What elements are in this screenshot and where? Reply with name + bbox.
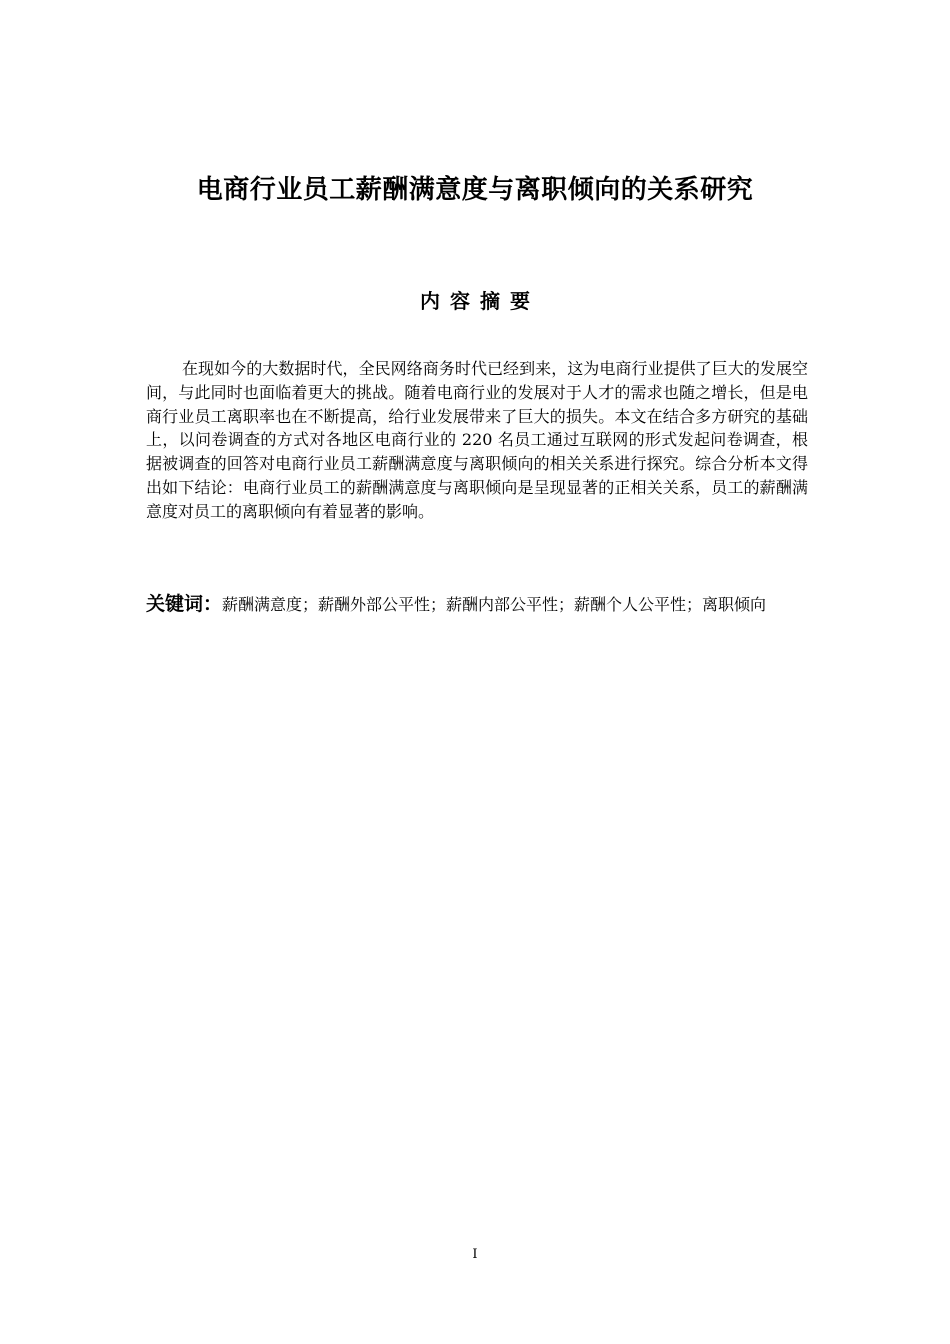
- keywords-line: [146, 592, 808, 617]
- keywords-text: 薪酬满意度；薪酬外部公平性；薪酬内部公平性；薪酬个人公平性；离职倾向: [222, 595, 767, 614]
- paper-title: 电商行业员工薪酬满意度与离职倾向的关系研究: [196, 175, 754, 205]
- abstract-heading-char: 容: [450, 289, 470, 313]
- abstract-paragraph: 在现如今的大数据时代，全民网络商务时代已经到来，这为电商行业提供了巨大的发展空间，与此同时也面临着更大的挑战。随着电商行业的发展对于人才的需求也随之增长，但是电商行业员工离职率也在不断提高，给行业发展带来了巨大的损失。本文在结合多方研究的基础上，以问卷调查的方式对各地区电商行业的 220 名员工通过互联网的形式发起问卷调查，根据被调查的回答对电商行业员工薪酬满意度与离职倾向的相关关系进行探究。综合分析本文得出如下结论：电商行业员工的薪酬满意度与离职倾向是呈现显著的正相关关系，员工的薪酬满意度对员工的离职倾向有着显著的影响。: [146, 359, 808, 521]
- abstract-heading-char: 内: [420, 289, 440, 313]
- abstract-heading-char: 要: [510, 289, 530, 313]
- abstract-heading-char: 摘: [480, 289, 500, 313]
- abstract-heading: [0, 286, 950, 316]
- keywords-label: 关键词：: [146, 593, 223, 615]
- page-number: I: [472, 1247, 478, 1262]
